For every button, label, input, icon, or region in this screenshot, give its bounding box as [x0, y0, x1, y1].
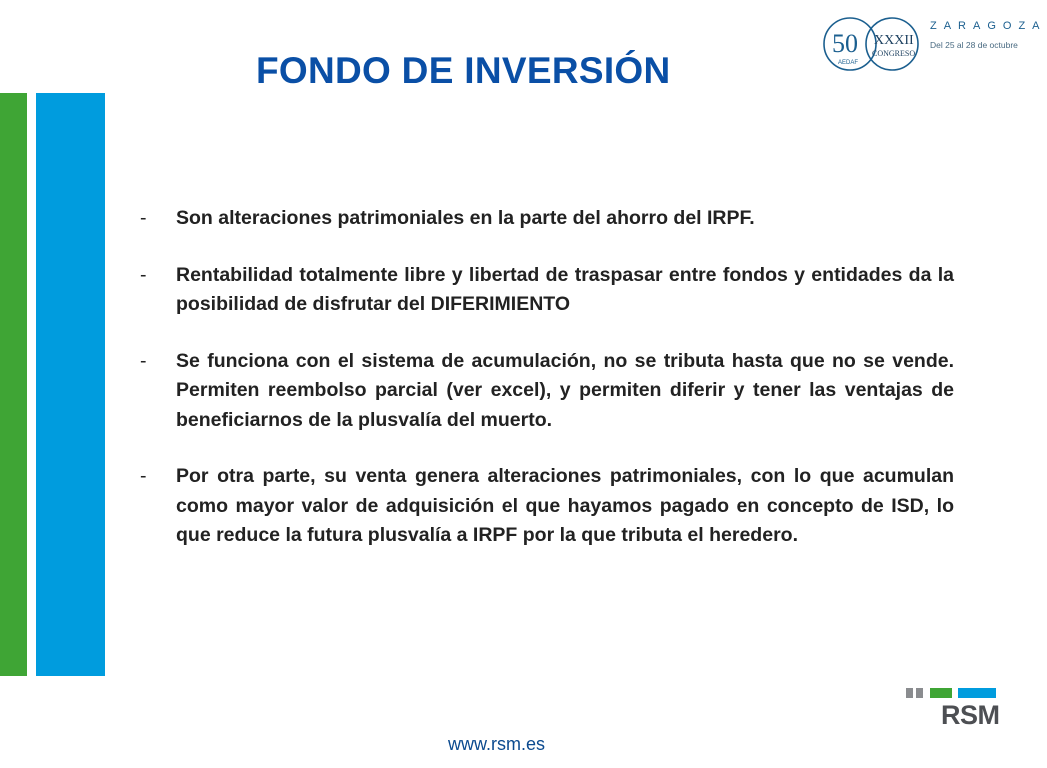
logo-city: ZARAGOZA	[930, 20, 1047, 32]
slide-title: FONDO DE INVERSIÓN	[256, 50, 671, 91]
logo-dates: Del 25 al 28 de octubre	[930, 40, 1018, 50]
bullet-text: Rentabilidad totalmente libre y libertad de traspasar entre fondos y entidades da la posibilidad de disfrutar del DIFERIMIENTO	[176, 263, 954, 315]
bullet-marker: -	[140, 207, 147, 229]
left-green-bar	[0, 93, 27, 676]
logo-edition: XXXII	[874, 33, 914, 48]
rsm-square-gray	[906, 688, 913, 698]
bullet-marker: -	[140, 349, 147, 372]
rsm-square-gray	[916, 688, 923, 698]
logo-event: CONGRESO	[872, 49, 916, 58]
bullet-item	[140, 462, 954, 551]
bullet-item	[140, 347, 954, 436]
bullet-item	[140, 261, 954, 320]
bullet-text: Por otra parte, su venta genera alteraciones patrimoniales, con lo que acumulan como mayor valor de adquisición el que hayamos pagado en concepto de ISD, lo que reduce la futura plusvalía a IRPF por la que tributa el heredero.	[176, 465, 954, 546]
bullet-text: Son alteraciones patrimoniales en la parte del ahorro del IRPF.	[176, 207, 755, 229]
bullet-list	[140, 204, 954, 578]
bullet-marker: -	[140, 263, 147, 286]
rsm-square-blue	[958, 688, 996, 698]
bullet-marker: -	[140, 465, 147, 487]
bullet-item	[140, 204, 954, 234]
congress-logo	[820, 14, 1047, 74]
logo-number: 50	[832, 29, 858, 58]
rsm-wordmark: RSM	[941, 700, 1000, 730]
rsm-square-green	[930, 688, 952, 698]
bullet-text: Se funciona con el sistema de acumulación, no se tributa hasta que no se vende. Permiten reembolso parcial (ver excel), y permiten diferir y tener las ventajas de beneficiarnos de la plusvalía del muerto.	[176, 349, 954, 431]
left-blue-bar	[36, 93, 105, 676]
footer-url: www.rsm.es	[448, 734, 546, 754]
logo-org: AEDAF	[838, 60, 859, 66]
congress-emblem-icon	[820, 14, 930, 74]
rsm-logo	[906, 688, 1006, 738]
